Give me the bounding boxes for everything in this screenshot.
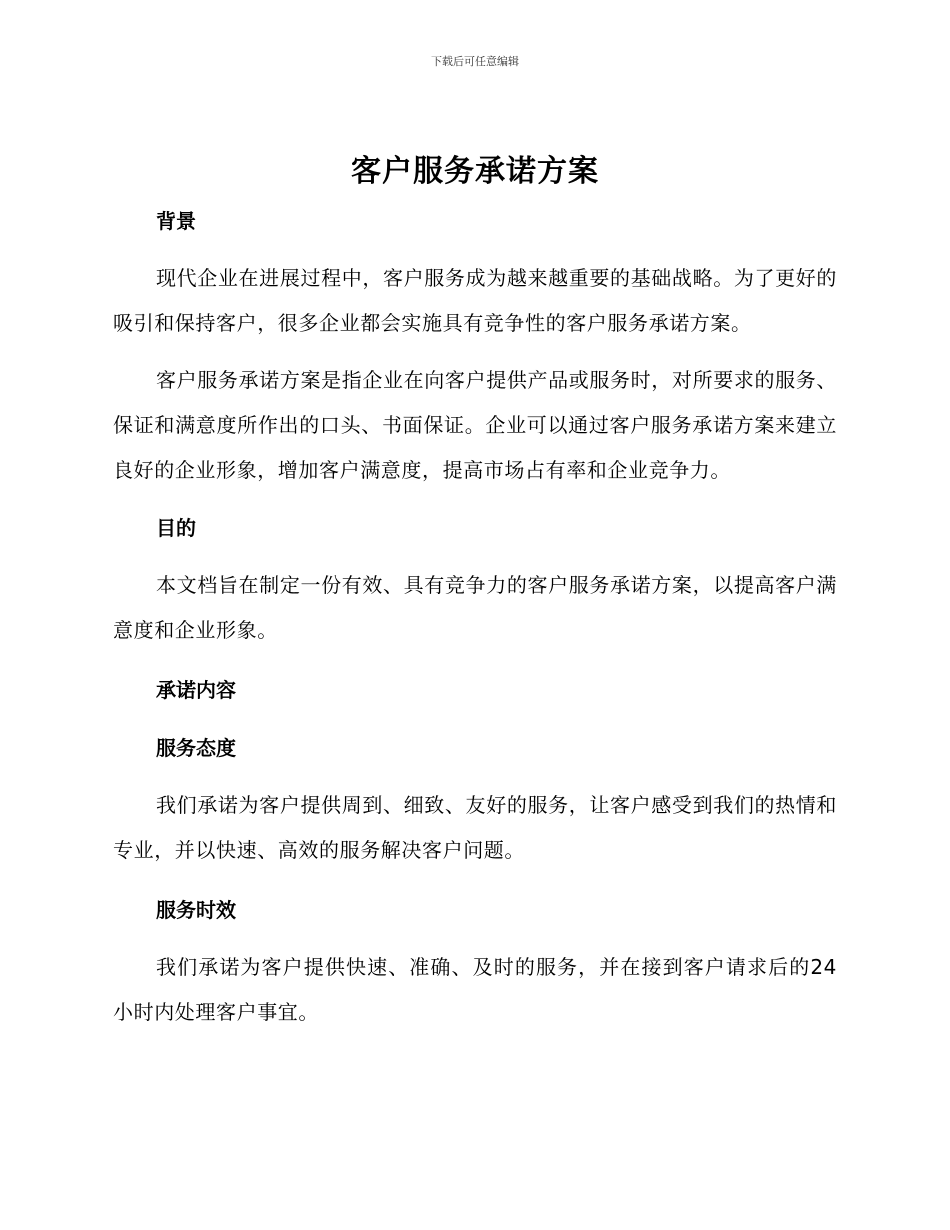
section-heading-commitment: 承诺内容 bbox=[156, 678, 236, 702]
paragraph-background-1: 现代企业在进展过程中，客户服务成为越来越重要的基础战略。为了更好的吸引和保持客户，很多企业都会实施具有竞争性的客户服务承诺方案。 bbox=[113, 266, 837, 335]
spacer bbox=[113, 653, 837, 667]
paragraph-attitude-1: 我们承诺为客户提供周到、细致、友好的服务，让客户感受到我们的热情和专业，并以快速、高效的服务解决客户问题。 bbox=[113, 793, 837, 862]
spacer bbox=[113, 873, 837, 887]
spacer bbox=[113, 771, 837, 783]
paragraph-purpose-1: 本文档旨在制定一份有效、具有竞争力的客户服务承诺方案，以提高客户满意度和企业形象。 bbox=[113, 573, 837, 642]
document-body bbox=[113, 198, 837, 1035]
document-title: 客户服务承诺方案 bbox=[351, 154, 599, 189]
section-heading-purpose: 目的 bbox=[156, 516, 196, 540]
section-heading-timeliness: 服务时效 bbox=[156, 898, 236, 922]
spacer bbox=[113, 346, 837, 358]
paragraph-timeliness-1: 我们承诺为客户提供快速、准确、及时的服务，并在接到客户请求后的24小时内处理客户事宜。 bbox=[113, 955, 837, 1024]
spacer bbox=[113, 933, 837, 945]
spacer bbox=[113, 244, 837, 256]
header-note: 下载后可任意编辑 bbox=[431, 55, 519, 68]
section-heading-background: 背景 bbox=[156, 209, 196, 233]
paragraph-background-2: 客户服务承诺方案是指企业在向客户提供产品或服务时，对所要求的服务、保证和满意度所作出的口头、书面保证。企业可以通过客户服务承诺方案来建立良好的企业形象，增加客户满意度，提高市场占有率和企业竞争力。 bbox=[113, 368, 837, 482]
section-heading-attitude: 服务态度 bbox=[156, 736, 236, 760]
spacer bbox=[113, 713, 837, 725]
spacer bbox=[113, 551, 837, 563]
spacer bbox=[113, 493, 837, 505]
